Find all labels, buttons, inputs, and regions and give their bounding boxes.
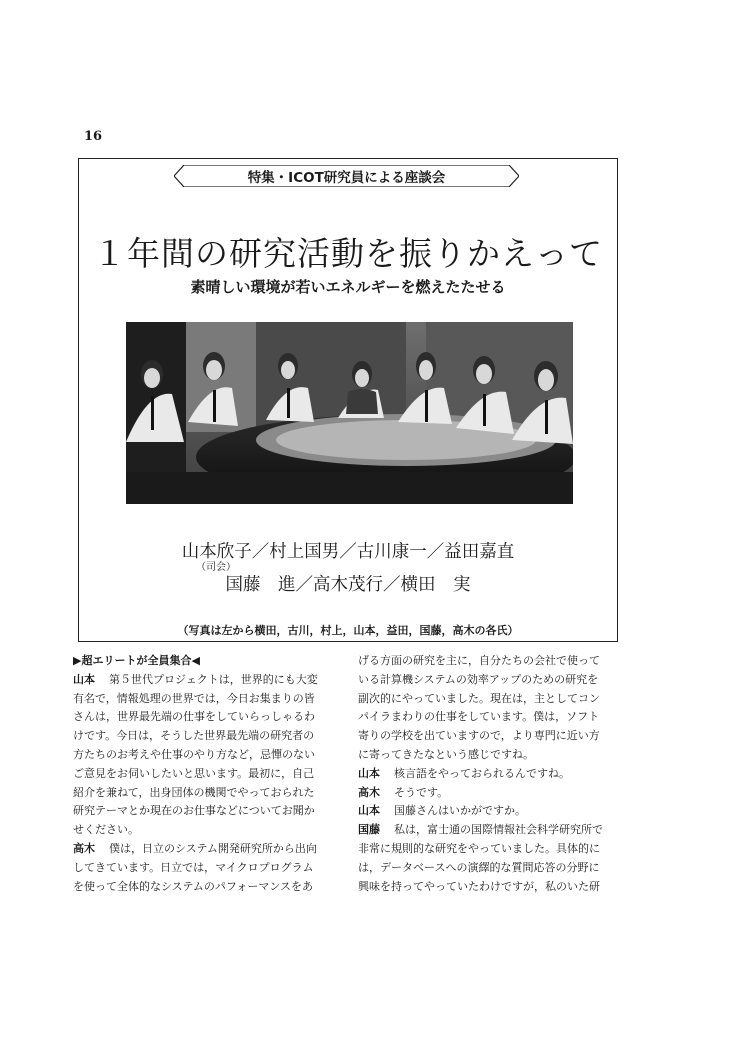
line-text: 私は，富士通の国際情報社会科学研究所で bbox=[394, 823, 603, 837]
line-text: を使って全体的なシステムのパフォーマンスをあ bbox=[73, 879, 314, 893]
line-text: 研究テーマとか現在のお仕事などについてお聞か bbox=[73, 804, 315, 818]
line-text: げる方面の研究を主に，自分たちの会社で使って bbox=[358, 654, 600, 667]
text-line bbox=[358, 690, 633, 709]
line-text: 方たちのお考えや仕事のやり方など，忌憚のない bbox=[73, 747, 315, 761]
section-heading: ▶超エリートが全員集合◀ bbox=[73, 654, 200, 667]
article-title: １年間の研究活動を振りかえって bbox=[93, 234, 603, 273]
text-line bbox=[358, 878, 633, 897]
chair-note: （司会） bbox=[196, 562, 236, 573]
group-photo bbox=[126, 322, 573, 504]
line-text: ご意見をお伺いしたいと思います。最初に，自己 bbox=[73, 766, 315, 780]
speaker-name: 国藤 bbox=[358, 823, 380, 837]
text-line bbox=[358, 652, 633, 671]
photo-caption: （写真は左から横田，古川，村上，山本，益田，国藤，高木の各氏） bbox=[177, 624, 519, 637]
text-line bbox=[73, 878, 348, 897]
line-text: 紹介を兼ねて，出身団体の機関でやっておられた bbox=[73, 785, 315, 799]
speaker-name: 高木 bbox=[73, 841, 95, 855]
line-text: 興味を持ってやっていたわけですが，私のいた研 bbox=[358, 879, 600, 893]
speaker-name: 山本 bbox=[73, 672, 95, 686]
text-line bbox=[73, 727, 348, 746]
line-text: けです。今日は，そうした世界最先端の研究者の bbox=[73, 729, 315, 743]
line-text: してきています。日立では，マイクロプログラム bbox=[73, 860, 314, 874]
banner-label: 特集・ICOT研究員による座談会 bbox=[247, 170, 446, 186]
line-text: 非常に規則的な研究をやっていました。具体的に bbox=[358, 841, 600, 855]
line-text: 寄りの学校を出ていますので，より専門に近い方 bbox=[358, 729, 600, 743]
page-number: 16 bbox=[84, 129, 103, 144]
text-line bbox=[73, 802, 348, 821]
text-line bbox=[358, 727, 633, 746]
line-text: に寄ってきたなという感じですね。 bbox=[358, 747, 534, 761]
speaker-name: 山本 bbox=[358, 766, 380, 780]
participants-line-1: 山本欣子／村上国男／古川康一／益田嘉直 bbox=[181, 542, 515, 562]
speaker-name: 高木 bbox=[358, 785, 380, 799]
line-text: 国藤さんはいかがですか。 bbox=[394, 804, 526, 818]
text-line bbox=[358, 708, 633, 727]
text-line bbox=[358, 671, 633, 690]
text-line bbox=[358, 821, 633, 840]
line-text: さんは，世界最先端の仕事をしていらっしゃるわ bbox=[73, 710, 315, 724]
line-text: 副次的にやっていました。現在は，主としてコン bbox=[358, 691, 600, 705]
text-line bbox=[73, 690, 348, 709]
text-line bbox=[73, 708, 348, 727]
text-line bbox=[73, 671, 348, 690]
speaker-name: 山本 bbox=[358, 804, 380, 818]
text-line bbox=[73, 859, 348, 878]
line-text: 有名で，情報処理の世界では，今日お集まりの皆 bbox=[73, 691, 315, 705]
feature-banner bbox=[174, 165, 519, 187]
participants-line-2: 国藤 進／高木茂行／横田 実 bbox=[225, 575, 471, 595]
text-line bbox=[358, 746, 633, 765]
text-line bbox=[358, 802, 633, 821]
line-text: パイラまわりの仕事をしています。僕は，ソフト bbox=[358, 710, 600, 724]
line-text: せください。 bbox=[73, 823, 139, 837]
group-photo-illustration bbox=[126, 322, 573, 504]
text-line bbox=[73, 765, 348, 784]
text-line bbox=[358, 784, 633, 803]
line-text: 核言語をやっておられるんですね。 bbox=[394, 766, 570, 780]
text-line bbox=[358, 765, 633, 784]
left-column bbox=[73, 652, 348, 896]
text-line bbox=[358, 859, 633, 878]
line-text: そうです。 bbox=[394, 785, 449, 799]
line-text: いる計算機システムの効率アップのための研究を bbox=[358, 672, 599, 686]
text-line bbox=[73, 821, 348, 840]
text-line bbox=[73, 840, 348, 859]
text-line bbox=[73, 784, 348, 803]
line-text: は，データベースへの演繹的な質問応答の分野に bbox=[358, 860, 600, 874]
line-text: 僕は，日立のシステム開発研究所から出向 bbox=[109, 841, 317, 855]
article-subtitle: 素晴しい環境が若いエネルギーを燃えたたせる bbox=[190, 278, 506, 296]
text-line bbox=[73, 746, 348, 765]
text-line bbox=[358, 840, 633, 859]
line-text: 第５世代プロジェクトは，世界的にも大変 bbox=[109, 672, 318, 686]
right-column bbox=[358, 652, 633, 896]
